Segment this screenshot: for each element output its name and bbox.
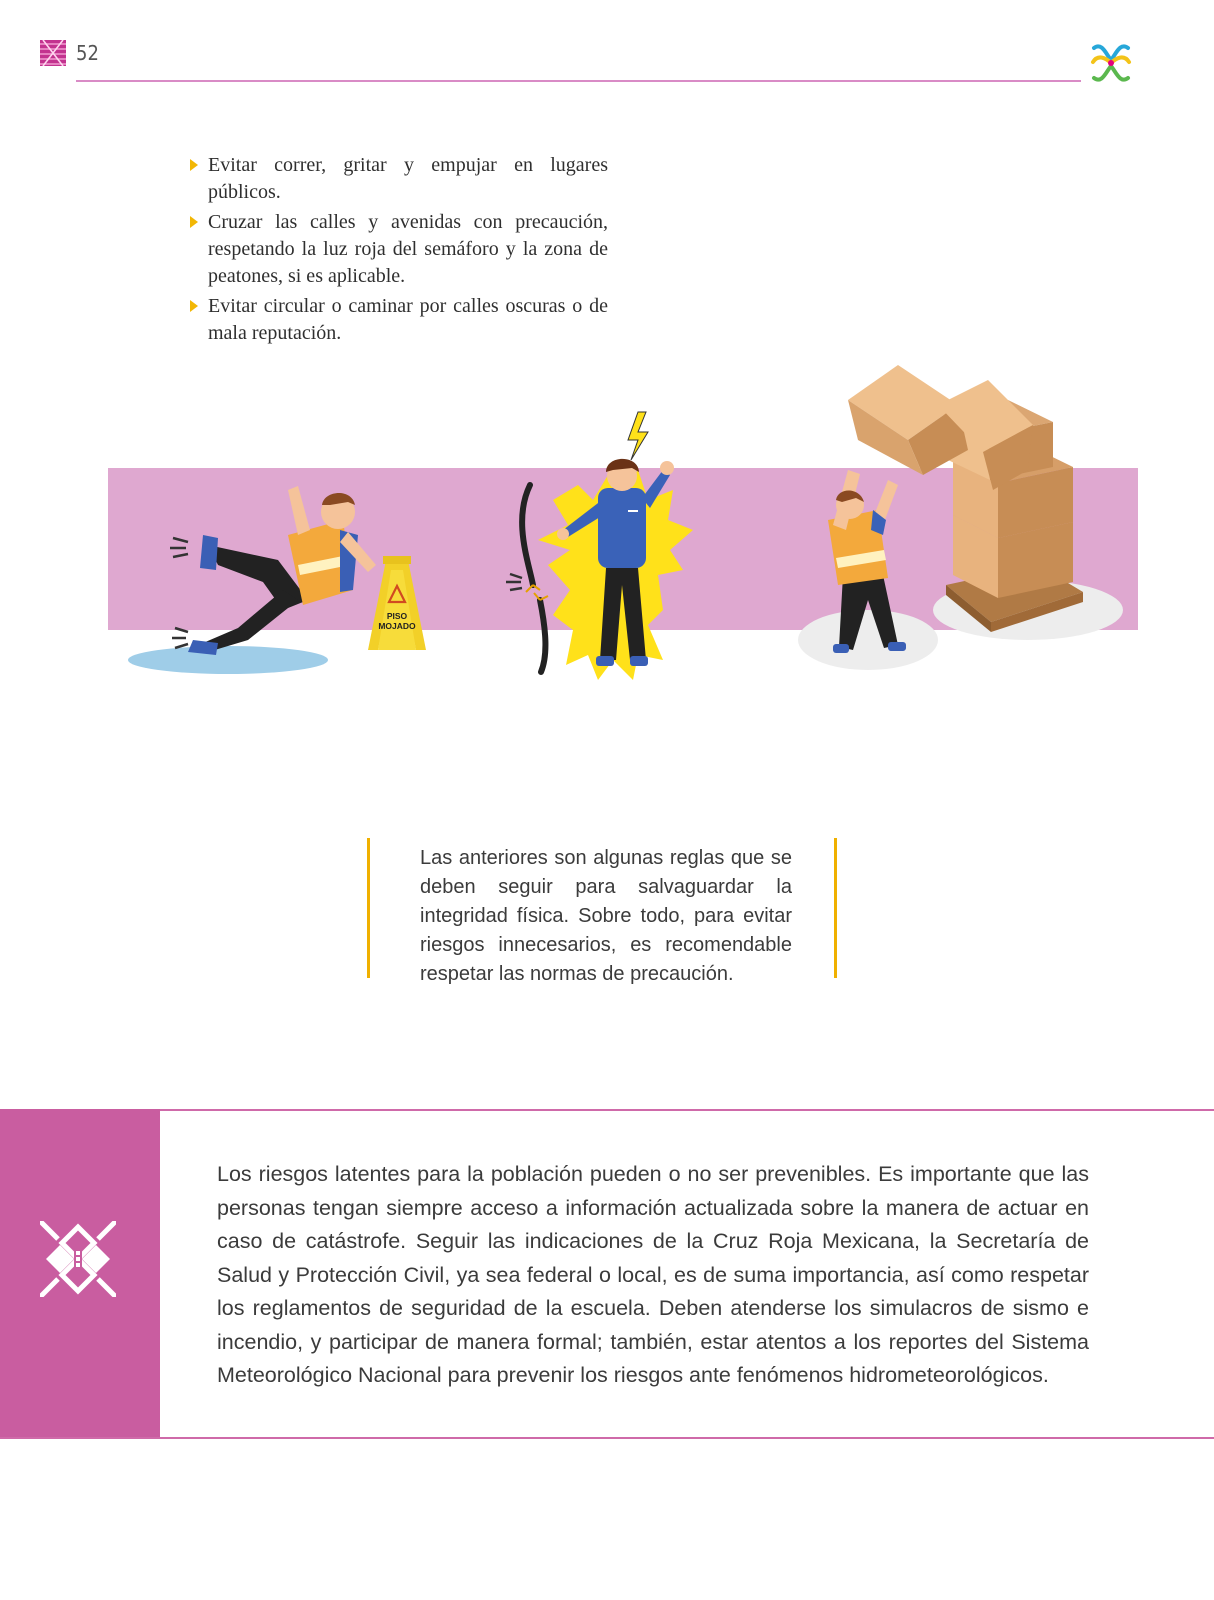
callout-side-panel — [0, 1109, 160, 1439]
sign-text-line2: MOJADO — [378, 621, 416, 631]
list-item — [190, 152, 608, 206]
list-item-text: Evitar circular o caminar por calles oscuras o de mala reputación. — [208, 295, 608, 344]
safety-rules-list — [190, 152, 608, 350]
page-number: 52 — [76, 41, 99, 65]
bullet-arrow-icon — [190, 300, 198, 312]
list-item — [190, 209, 608, 290]
quote-text: Las anteriores son algunas reglas que se deben seguir para salvaguardar la integridad física. Sobre todo, para evitar riesgos innecesarios, es recomendable respetar las normas de precaución. — [420, 847, 792, 985]
quote-right-bar — [834, 838, 837, 978]
bullet-arrow-icon — [190, 216, 198, 228]
quote-left-bar — [367, 838, 370, 978]
callout-top-rule — [0, 1109, 1214, 1111]
pink-woven-pattern-icon — [40, 40, 66, 66]
callout-bottom-rule — [0, 1437, 1214, 1439]
colorful-interlocking-logo-icon — [1088, 40, 1134, 86]
list-item-text: Evitar correr, gritar y empujar en lugares públicos. — [208, 154, 608, 203]
list-item — [190, 293, 608, 347]
workplace-accidents-illustration — [108, 360, 1138, 700]
callout-text: Los riesgos latentes para la población pueden o no ser prevenibles. Es importante que las personas tengan siempre acceso a información actualizada sobre la manera de actuar en caso de catástrofe. Seguir las indicaciones de la Cruz Roja Mexicana, la Secretaría de Salud y Protección Civil, ya sea federal o local, es de suma importancia, así como respetar los reglamentos de seguridad de la escuela. Deben atenderse los simulacros de sismo e incendio, y participar de manera formal; también, estar atentos a los reportes del Sistema Meteorológico Nacional para prevenir los riesgos ante fenómenos hidrometeorológicos. — [217, 1162, 1089, 1387]
bullet-arrow-icon — [190, 159, 198, 171]
list-item-text: Cruzar las calles y avenidas con precaución, respetando la luz roja del semáforo y la zona de peatones, si es aplicable. — [208, 211, 608, 287]
white-geometric-pattern-icon — [40, 1221, 116, 1297]
sign-text-line1: PISO — [386, 611, 408, 621]
header-rule — [76, 80, 1081, 82]
